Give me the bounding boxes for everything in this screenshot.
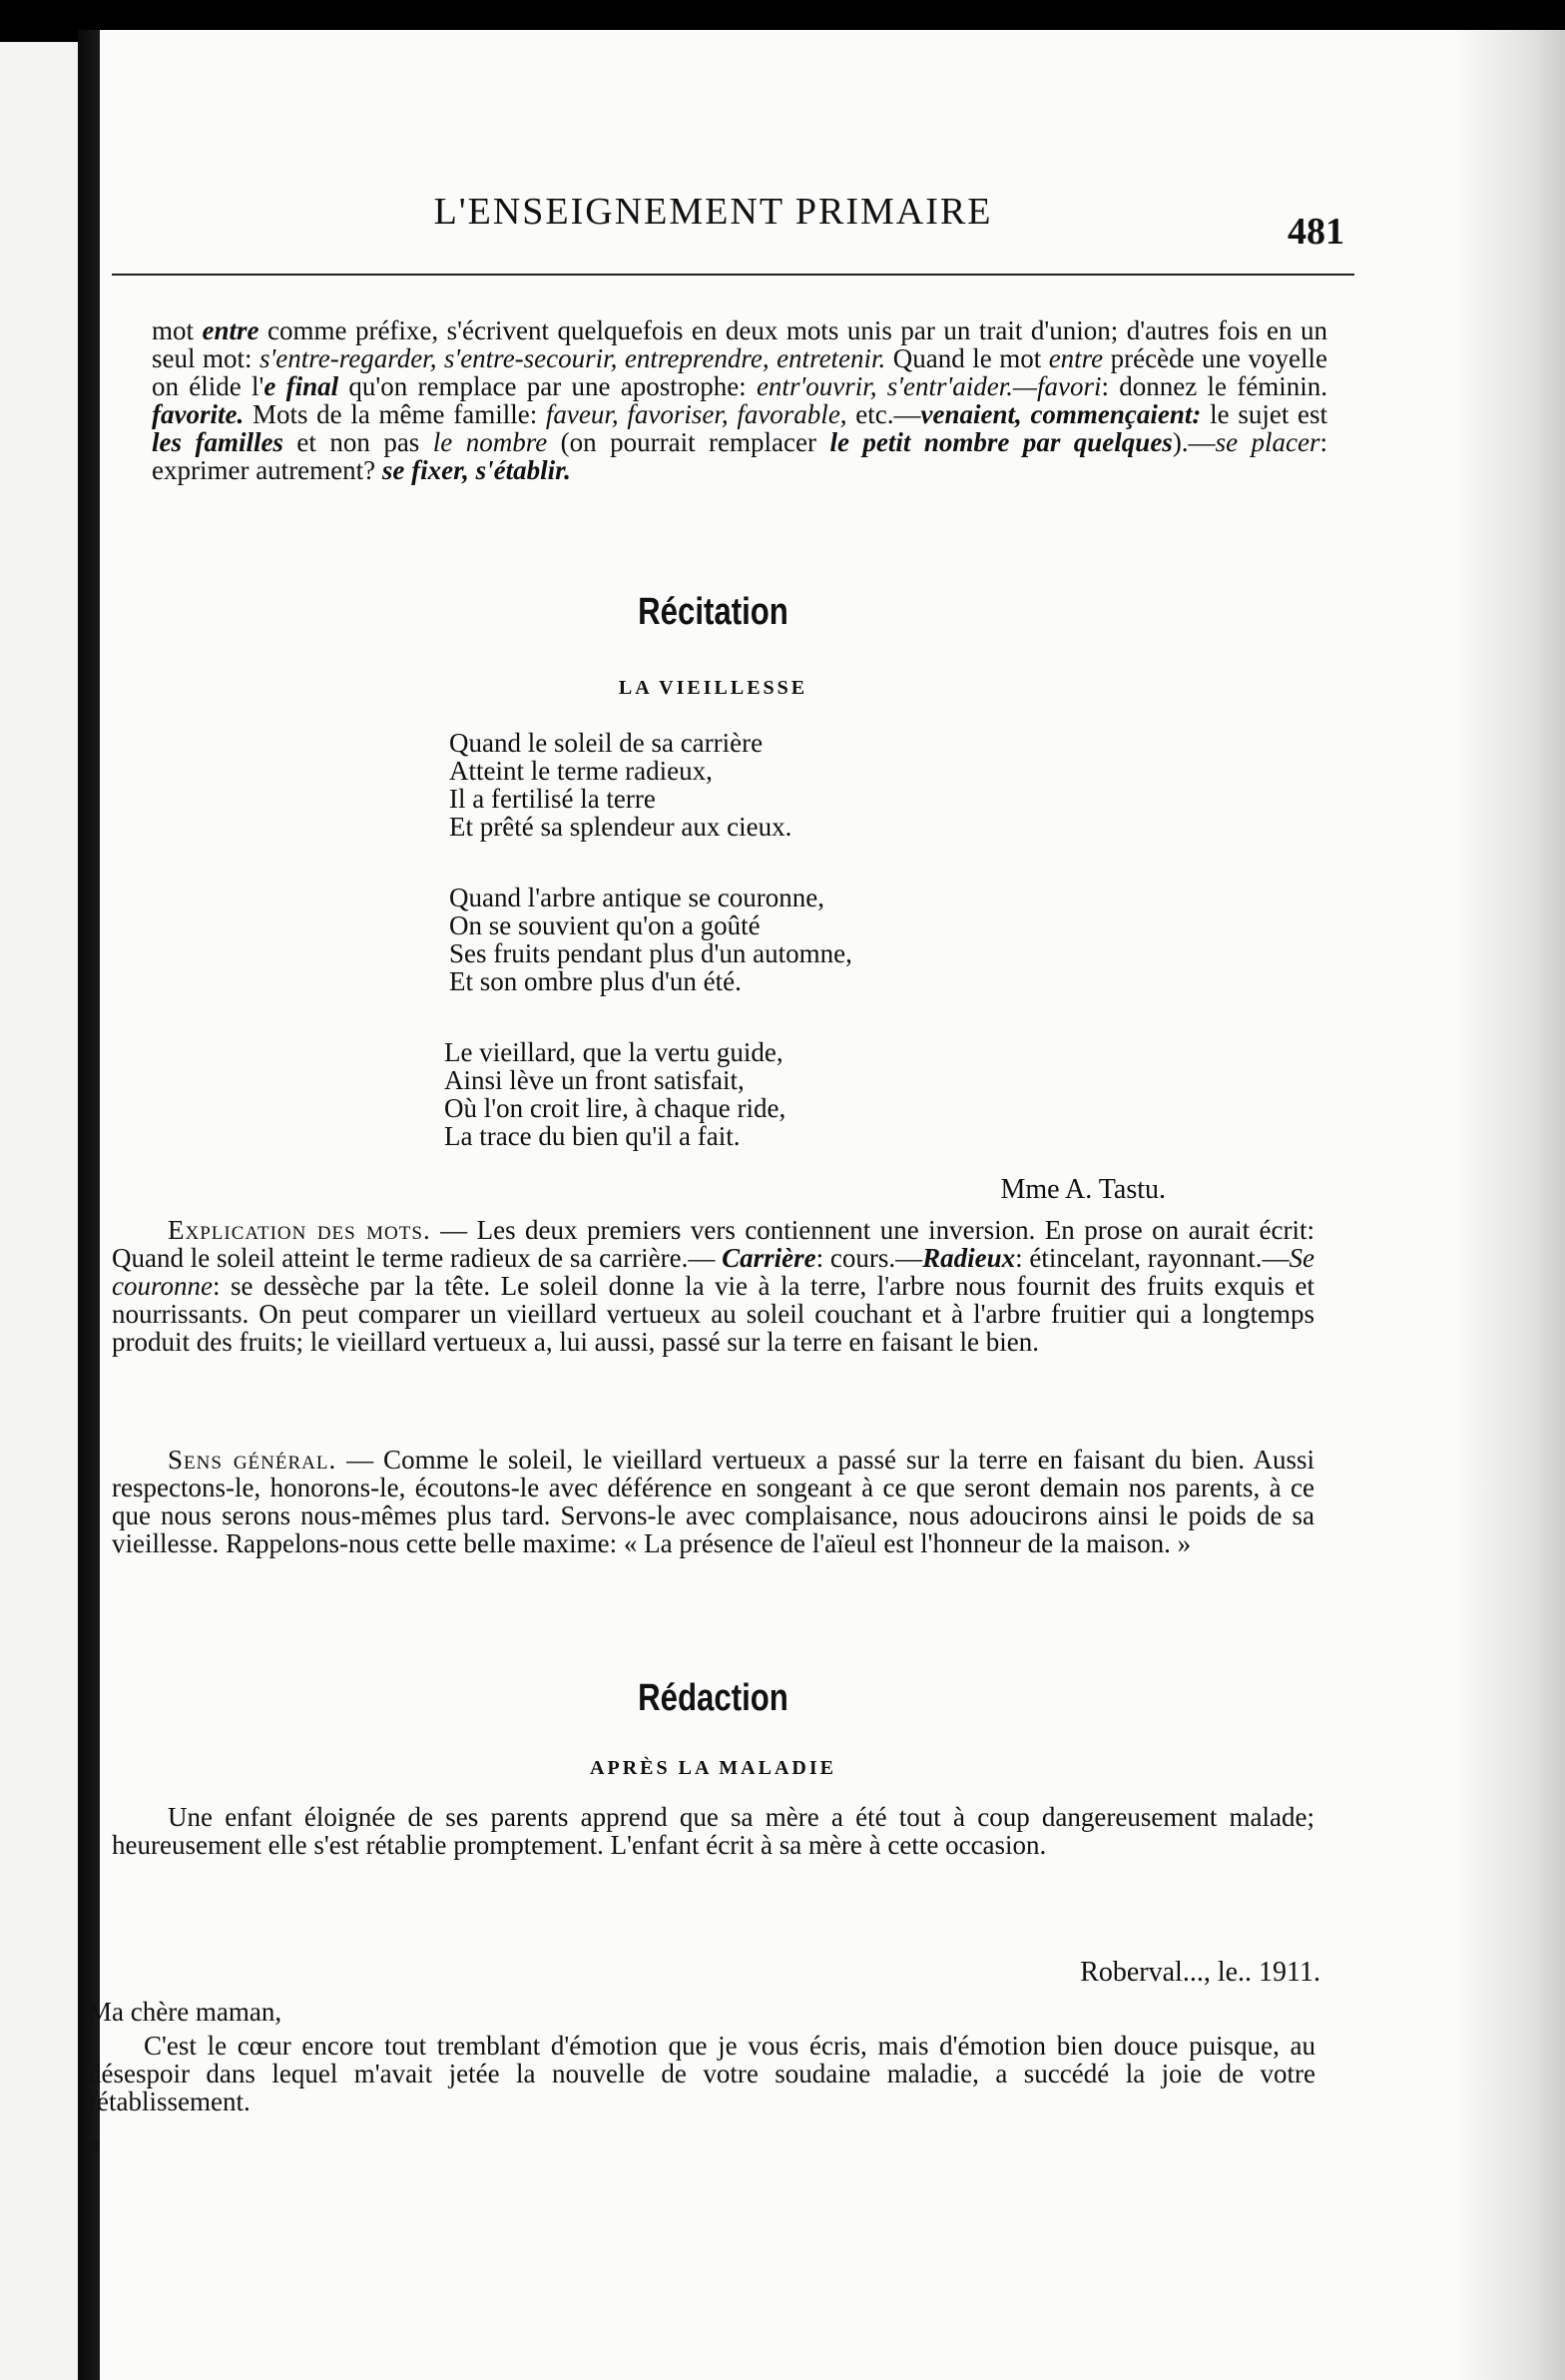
grammar-notes	[152, 316, 1327, 484]
sens-general-label: Sens général.	[168, 1445, 337, 1475]
sens-general-section	[112, 1446, 1314, 1557]
poem-line: Quand le soleil de sa carrière	[449, 728, 764, 758]
header-rule	[112, 274, 1354, 276]
redaction-prompt	[112, 1803, 1314, 1859]
poem-line: On se souvient qu'on a goûté	[449, 910, 761, 940]
poem-stanza-3	[444, 1038, 785, 1150]
letter-body-text: C'est le cœur encore tout tremblant d'émotion que je vous écris, mais d'émotion bien douce puisque, au désespoir dans lequel m'avait jetée la nouvelle de votre soudaine maladie, a succédé la joie de votre rétablissement.	[88, 2031, 1315, 2116]
poem-title: LA VIEILLESSE	[618, 677, 808, 699]
poem-line: Où l'on croit lire, à chaque ride,	[444, 1093, 786, 1123]
redaction-heading: Rédaction	[638, 1677, 788, 1719]
letter-salutation: Ma chère maman,	[88, 1997, 282, 2027]
poem-line: Et son ombre plus d'un été.	[449, 966, 742, 996]
poem-stanza-1	[449, 729, 791, 841]
poem-line: Quand l'arbre antique se couronne,	[449, 883, 824, 912]
poem-line: Ainsi lève un front satisfait,	[444, 1065, 745, 1095]
poem-line: Ses fruits pendant plus d'un automne,	[449, 938, 852, 968]
facing-page-edge	[0, 42, 78, 2380]
letter-body	[88, 2032, 1315, 2115]
poem-line: Il a fertilisé la terre	[449, 784, 656, 814]
poem-author: Mme A. Tastu.	[1000, 1174, 1166, 1205]
poem-stanza-2	[449, 884, 852, 995]
recitation-heading: Récitation	[638, 591, 788, 633]
poem-line: Et prêté sa splendeur aux cieux.	[449, 812, 792, 842]
explication-label: Explication des mots.	[168, 1215, 431, 1245]
redaction-prompt-text: Une enfant éloignée de ses parents apprend que sa mère a été tout à coup dangereusement malade; heureusement elle s'est rétablie promptement. L'enfant écrit à sa mère à cette occasion.	[112, 1802, 1314, 1860]
page-number: 481	[1288, 211, 1344, 253]
poem-line: La trace du bien qu'il a fait.	[444, 1121, 741, 1151]
book-page	[88, 30, 1565, 2380]
explication-text: Explication des mots. — Les deux premiers vers contiennent une inversion. En prose on aurait écrit: Quand le soleil atteint le terme radieux de sa carrière.— Carrière: cours.—Radieux: étincelant, rayonnant.—Se couronne: se dessèche par la tête. Le soleil donne la vie à la terre, l'arbre nous fournit des fruits exquis et nourrissants. On peut comparer un vieillard vertueux au soleil couchant et à l'arbre fruitier qui a longtemps produit des fruits; le vieillard vertueux a, lui aussi, passé sur la terre en faisant le bien.	[112, 1215, 1315, 1357]
running-header	[112, 190, 1344, 280]
letter-dateline: Roberval..., le.. 1911.	[1080, 1957, 1320, 1988]
explication-section	[112, 1216, 1314, 1356]
running-title: L'ENSEIGNEMENT PRIMAIRE	[433, 191, 993, 233]
redaction-subject-title: APRÈS LA MALADIE	[590, 1757, 836, 1779]
grammar-notes-text: mot entre comme préfixe, s'écrivent quelquefois en deux mots unis par un trait d'union; d'autres fois en un seul mot: s'entre-regarder, s'entre-secourir, entreprendre, entretenir. Quand le mot entre précède une voyelle on élide l'e final qu'on remplace par une apostrophe: entr'ouvrir, s'entr'aider.—favori: donnez le féminin. favorite. Mots de la même famille: faveur, favoriser, favorable, etc.—venaient, commençaient: le sujet est les familles et non pas le nombre (on pourrait remplacer le petit nombre par quelques).—se placer: exprimer autrement? se fixer, s'établir.	[152, 315, 1328, 485]
sens-general-text: Sens général. — Comme le soleil, le vieillard vertueux a passé sur la terre en faisant du bien. Aussi respectons-le, honorons-le, écoutons-le avec déférence en songeant à ce que seront demain nos parents, à ce que nous serons nous-mêmes plus tard. Servons-le avec complaisance, nous adoucirons ainsi le poids de sa vieillesse. Rappelons-nous cette belle maxime: « La présence de l'aïeul est l'honneur de la maison. »	[112, 1445, 1314, 1558]
poem-line: Atteint le terme radieux,	[449, 756, 713, 786]
poem-line: Le vieillard, que la vertu guide,	[444, 1037, 783, 1067]
signature-mark: 8	[90, 2136, 99, 2156]
